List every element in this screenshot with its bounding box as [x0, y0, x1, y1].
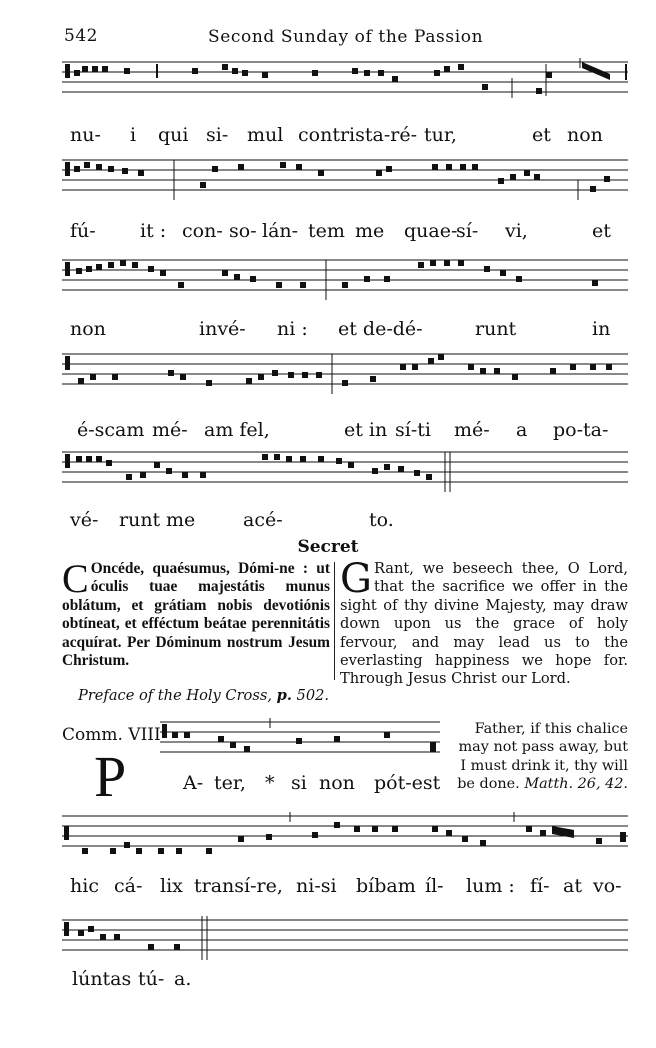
preface-text: Preface of the Holy Cross, — [78, 687, 272, 704]
syllable: íl- — [425, 875, 444, 897]
syllable: am fel, — [204, 419, 270, 441]
syllable: vo- — [593, 875, 622, 897]
syllable: qui — [158, 124, 189, 146]
syllable: runt — [119, 509, 161, 531]
communion-lyrics-2 — [0, 875, 656, 901]
column-divider — [334, 562, 335, 680]
secret-latin — [62, 556, 330, 670]
chant-staff-2 — [62, 156, 628, 200]
page-title: Second Sunday of the Passion — [208, 27, 484, 47]
syllable: me — [166, 509, 196, 531]
syllable: ni-si — [296, 875, 337, 897]
syllable: vé- — [70, 509, 99, 531]
english-text: Rant, we beseech thee, O Lord, that the sacrifice we offer in the sight of thy divine Majesty, may draw down upon us the grace of holy fervour, and may lead us to the everlasting happiness we hope for. Through Jesus Christ our Lord. — [340, 560, 628, 688]
syllable: sí-ti — [395, 419, 431, 441]
syllable: cá- — [114, 875, 143, 897]
syllable: so- — [229, 220, 257, 242]
communion-translation-text: Father, if this chalice may not pass away, but I must drink it, thy will be done. — [457, 721, 628, 793]
syllable: é-scam — [77, 419, 145, 441]
preface-page-num: 502. — [296, 687, 330, 704]
chant-staff-4 — [62, 350, 628, 394]
chant-staff-3 — [62, 256, 628, 300]
syllable: lúntas — [72, 968, 132, 990]
secret-heading: Secret — [297, 537, 359, 557]
syllable: non — [70, 318, 106, 340]
latin-dropcap: C — [62, 556, 89, 601]
communion-translation — [450, 720, 628, 794]
syllable: et — [592, 220, 611, 242]
syllable: acé- — [243, 509, 283, 531]
syllable: tú- — [138, 968, 165, 990]
syllable: vi, — [505, 220, 528, 242]
syllable: mé- — [152, 419, 188, 441]
syllable: lum : — [466, 875, 515, 897]
syllable: con- — [182, 220, 223, 242]
syllable: it : — [140, 220, 167, 242]
syllable: et — [532, 124, 551, 146]
chant-lyrics-3 — [0, 318, 656, 344]
syllable: A- — [183, 772, 204, 794]
chant-staff-5 — [62, 448, 628, 492]
syllable: transí-re, — [194, 875, 283, 897]
chant-lyrics-4 — [0, 419, 656, 445]
syllable: runt — [475, 318, 517, 340]
syllable: lix — [160, 875, 183, 897]
syllable: tur, — [424, 124, 457, 146]
syllable: si — [291, 772, 307, 794]
syllable: mul — [247, 124, 284, 146]
communion-reference: Matth. 26, 42. — [524, 776, 628, 793]
syllable: si- — [206, 124, 229, 146]
syllable: me — [355, 220, 385, 242]
syllable: tem — [308, 220, 345, 242]
syllable: po-ta- — [553, 419, 609, 441]
chant-lyrics-2 — [0, 220, 656, 246]
syllable: non — [319, 772, 355, 794]
chant-lyrics-5 — [0, 509, 656, 535]
syllable: to. — [369, 509, 394, 531]
syllable: bíbam — [356, 875, 416, 897]
syllable: invé- — [199, 318, 246, 340]
syllable: nu- — [70, 124, 101, 146]
syllable: non — [567, 124, 603, 146]
communion-staff-1 — [160, 718, 440, 762]
english-dropcap: G — [340, 556, 372, 602]
syllable: a. — [174, 968, 192, 990]
syllable: * — [265, 772, 275, 794]
preface-page-ref: p. — [276, 687, 292, 704]
syllable: at — [563, 875, 582, 897]
syllable: quae- — [404, 220, 458, 242]
syllable: lán- — [262, 220, 299, 242]
communion-initial: P — [94, 744, 127, 809]
communion-label: Comm. VIII — [62, 725, 161, 745]
syllable: ter, — [214, 772, 246, 794]
syllable: in — [592, 318, 611, 340]
syllable: contrista-ré- — [298, 124, 417, 146]
latin-text: Oncéde, quaésumus, Dómi-ne : ut óculis tuae majestátis munus oblátum, et grátiam nobis devotiónis obtíneat, et efféctum beátae perennitátis acquírat. Per Dóminum nostrum Jesum Christum. — [62, 560, 330, 670]
chant-staff-1 — [62, 58, 628, 102]
syllable: mé- — [454, 419, 490, 441]
syllable: et de-dé- — [338, 318, 423, 340]
syllable: et in — [344, 419, 388, 441]
syllable: ni : — [277, 318, 308, 340]
communion-staff-3 — [62, 916, 628, 960]
communion-lyrics-3 — [0, 968, 656, 994]
page-number: 542 — [64, 26, 98, 46]
syllable: a — [516, 419, 528, 441]
syllable: fí- — [530, 875, 550, 897]
chant-lyrics-1 — [0, 124, 656, 150]
communion-staff-2 — [62, 812, 628, 856]
syllable: pót-est — [374, 772, 441, 794]
secret-english — [340, 556, 628, 689]
syllable: hic — [70, 875, 99, 897]
syllable: fú- — [70, 220, 96, 242]
preface-note — [78, 687, 329, 704]
syllable: i — [130, 124, 137, 146]
syllable: sí- — [456, 220, 479, 242]
